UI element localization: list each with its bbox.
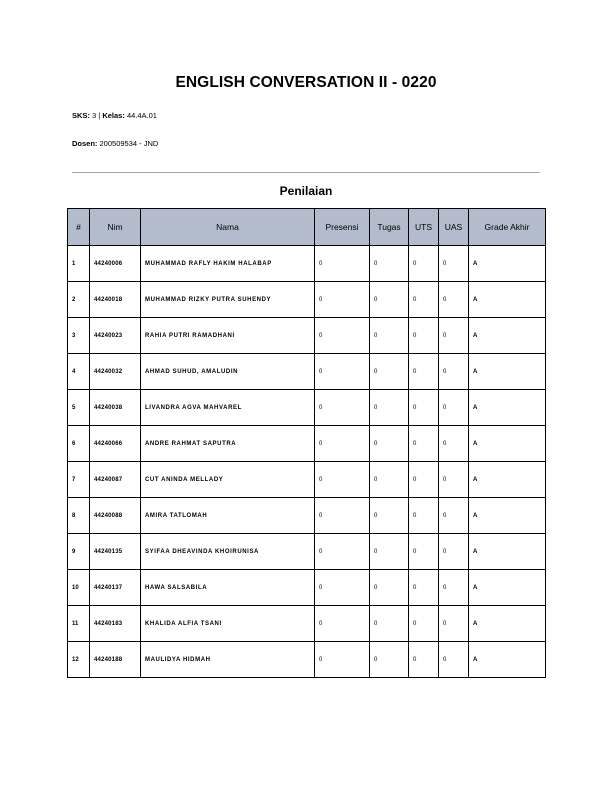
tugas-score: 0 [370,498,409,534]
final-grade: A [469,282,546,318]
table-row [68,282,546,318]
uts-score: 0 [409,534,439,570]
uts-score: 0 [409,246,439,282]
horizontal-divider [72,172,540,173]
header-nama: Nama [141,209,315,246]
uts-score: 0 [409,570,439,606]
uas-score: 0 [439,426,469,462]
final-grade: A [469,462,546,498]
row-number: 10 [68,570,90,606]
row-number: 6 [68,426,90,462]
uas-score: 0 [439,498,469,534]
grades-table [67,208,546,678]
student-nim: 44240018 [90,282,141,318]
header-presensi: Presensi [315,209,370,246]
student-nim: 44240137 [90,570,141,606]
student-name: MUHAMMAD RAFLY HAKIM HALABAP [141,246,315,282]
tugas-score: 0 [370,318,409,354]
student-name: ANDRE RAHMAT SAPUTRA [141,426,315,462]
uas-score: 0 [439,390,469,426]
presensi-score: 0 [315,426,370,462]
student-nim: 44240032 [90,354,141,390]
uas-score: 0 [439,570,469,606]
student-nim: 44240087 [90,462,141,498]
header-nim: Nim [90,209,141,246]
uts-score: 0 [409,318,439,354]
student-nim: 44240135 [90,534,141,570]
row-number: 2 [68,282,90,318]
table-row [68,246,546,282]
uts-score: 0 [409,390,439,426]
uts-score: 0 [409,606,439,642]
tugas-score: 0 [370,390,409,426]
final-grade: A [469,426,546,462]
table-row [68,318,546,354]
header-uas: UAS [439,209,469,246]
presensi-score: 0 [315,282,370,318]
lecturer-line [72,139,158,148]
tugas-score: 0 [370,426,409,462]
uts-score: 0 [409,462,439,498]
tugas-score: 0 [370,246,409,282]
table-row [68,498,546,534]
uts-score: 0 [409,426,439,462]
row-number: 4 [68,354,90,390]
presensi-score: 0 [315,246,370,282]
student-name: MAULIDYA HIDMAH [141,642,315,678]
uas-score: 0 [439,642,469,678]
student-name: AHMAD SUHUD, AMALUDIN [141,354,315,390]
sks-value: 3 [92,111,97,120]
dosen-label: Dosen: [72,139,98,148]
presensi-score: 0 [315,462,370,498]
header-grade-akhir: Grade Akhir [469,209,546,246]
uas-score: 0 [439,462,469,498]
tugas-score: 0 [370,642,409,678]
row-number: 12 [68,642,90,678]
tugas-score: 0 [370,282,409,318]
uas-score: 0 [439,282,469,318]
section-title: Penilaian [279,184,333,198]
presensi-score: 0 [315,498,370,534]
dosen-value: 200509534 - JND [99,139,159,148]
table-body [68,246,546,678]
row-number: 7 [68,462,90,498]
table-row [68,570,546,606]
tugas-score: 0 [370,570,409,606]
uts-score: 0 [409,498,439,534]
header-number: # [68,209,90,246]
presensi-score: 0 [315,606,370,642]
uts-score: 0 [409,282,439,318]
row-number: 8 [68,498,90,534]
presensi-score: 0 [315,534,370,570]
student-name: RAHIA PUTRI RAMADHANI [141,318,315,354]
tugas-score: 0 [370,462,409,498]
tugas-score: 0 [370,606,409,642]
row-number: 5 [68,390,90,426]
uts-score: 0 [409,354,439,390]
final-grade: A [469,606,546,642]
uas-score: 0 [439,354,469,390]
student-nim: 44240006 [90,246,141,282]
row-number: 1 [68,246,90,282]
tugas-score: 0 [370,534,409,570]
student-nim: 44240188 [90,642,141,678]
student-name: AMIRA TATLOMAH [141,498,315,534]
student-name: SYIFAA DHEAVINDA KHOIRUNISA [141,534,315,570]
presensi-score: 0 [315,390,370,426]
final-grade: A [469,354,546,390]
sks-label: SKS: [72,111,90,120]
uas-score: 0 [439,246,469,282]
presensi-score: 0 [315,642,370,678]
final-grade: A [469,570,546,606]
uts-score: 0 [409,642,439,678]
uas-score: 0 [439,606,469,642]
final-grade: A [469,318,546,354]
table-row [68,426,546,462]
final-grade: A [469,246,546,282]
table-row [68,642,546,678]
student-nim: 44240023 [90,318,141,354]
meta-separator: | [98,111,101,120]
final-grade: A [469,534,546,570]
student-name: CUT ANINDA MELLADY [141,462,315,498]
student-name: KHALIDA ALFIA TSANI [141,606,315,642]
table-header-row [68,209,546,246]
kelas-label: Kelas: [102,111,125,120]
presensi-score: 0 [315,318,370,354]
presensi-score: 0 [315,354,370,390]
table-row [68,390,546,426]
course-meta-line [72,111,157,120]
final-grade: A [469,390,546,426]
course-title: ENGLISH CONVERSATION II - 0220 [175,74,437,91]
table-row [68,606,546,642]
table-row [68,462,546,498]
student-name: HAWA SALSABILA [141,570,315,606]
table-row [68,534,546,570]
final-grade: A [469,498,546,534]
final-grade: A [469,642,546,678]
header-tugas: Tugas [370,209,409,246]
uas-score: 0 [439,318,469,354]
student-name: LIVANDRA AGVA MAHVAREL [141,390,315,426]
kelas-value: 44.4A.01 [126,111,157,120]
row-number: 11 [68,606,90,642]
table-row [68,354,546,390]
row-number: 3 [68,318,90,354]
student-nim: 44240183 [90,606,141,642]
presensi-score: 0 [315,570,370,606]
student-nim: 44240066 [90,426,141,462]
row-number: 9 [68,534,90,570]
header-uts: UTS [409,209,439,246]
student-nim: 44240088 [90,498,141,534]
student-nim: 44240038 [90,390,141,426]
tugas-score: 0 [370,354,409,390]
student-name: MUHAMMAD RIZKY PUTRA SUHENDY [141,282,315,318]
uas-score: 0 [439,534,469,570]
